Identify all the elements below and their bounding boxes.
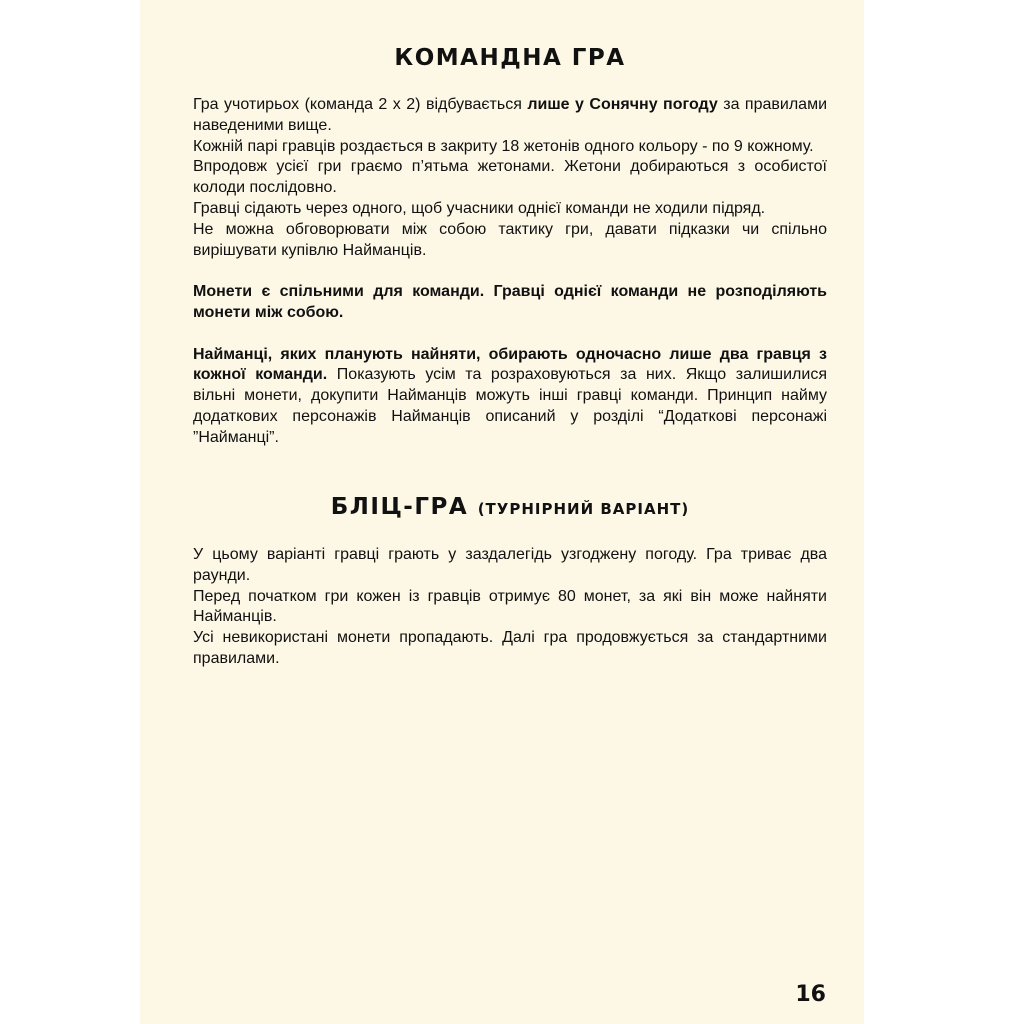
team-game-paragraph: Кожній парі гравців роздається в закриту 18 жетонів одного кольору - по 9 кожному.	[193, 137, 814, 155]
mercenaries-emphasis: Найманці, яких планують найняти, обирають одночасно лише два гравця з кожної команди.	[193, 345, 827, 384]
mercenaries-text: Показують усім та розраховуються за них. Якщо залишилися вільні монети, докупити Найманців можуть інші гравці команди. Принцип найму додаткових персонажів Найманців описаний у розділі “Додаткові персонажі ”Найманці”.	[193, 366, 827, 446]
paragraph-gap	[193, 261, 827, 282]
blitz-game-paragraph: У цьому варіанті гравці грають у заздалегідь узгоджену погоду. Гра триває два раунди.	[193, 546, 827, 584]
team-game-p1-end: за правилами наведеними вище.	[193, 96, 827, 134]
sunny-weather-emphasis: лише у Сонячну погоду	[527, 96, 718, 113]
blitz-game-subtitle: (ТУРНІРНИЙ ВАРІАНТ)	[477, 500, 690, 518]
blitz-game-paragraph: Усі невикористані монети пропадають. Далі гра продовжується за стандартними правилами.	[193, 629, 827, 667]
team-game-paragraph	[193, 95, 827, 137]
team-game-rules	[193, 95, 827, 449]
page-number: 16	[795, 982, 826, 1007]
team-game-p1-start: Гра учотирьох (команда 2 х 2) відбувається	[193, 96, 528, 113]
team-game-paragraph: Впродовж усієї гри граємо п’ятьма жетонами. Жетони добираються з особистої колоди послідовно.	[193, 158, 827, 197]
shared-coins-rule	[193, 282, 827, 324]
shared-coins-text: Монети є спільними для команди. Гравці однієї команди не розподіляють монети між собою.	[193, 283, 827, 321]
team-game-title: КОМАНДНА ГРА	[394, 45, 626, 71]
blitz-game-title	[193, 494, 827, 520]
team-game-section-heading	[193, 45, 827, 71]
team-game-paragraph: Гравці сідають через одного, щоб учасники однієї команди не ходили підряд.	[193, 199, 766, 217]
blitz-game-rules	[193, 545, 827, 670]
blitz-game-section-heading	[193, 494, 827, 520]
blitz-game-paragraph: Перед початком гри кожен із гравців отримує 80 монет, за які він може найняти Найманців.	[193, 587, 827, 626]
mercenaries-rule	[193, 345, 827, 449]
blitz-game-title-main: БЛІЦ-ГРА	[330, 494, 469, 520]
page	[140, 0, 864, 1024]
team-game-paragraph: Не можна обговорювати між собою тактику гри, давати підказки чи спільно вирішувати купівлю Найманців.	[193, 220, 827, 259]
paragraph-gap	[193, 324, 827, 345]
